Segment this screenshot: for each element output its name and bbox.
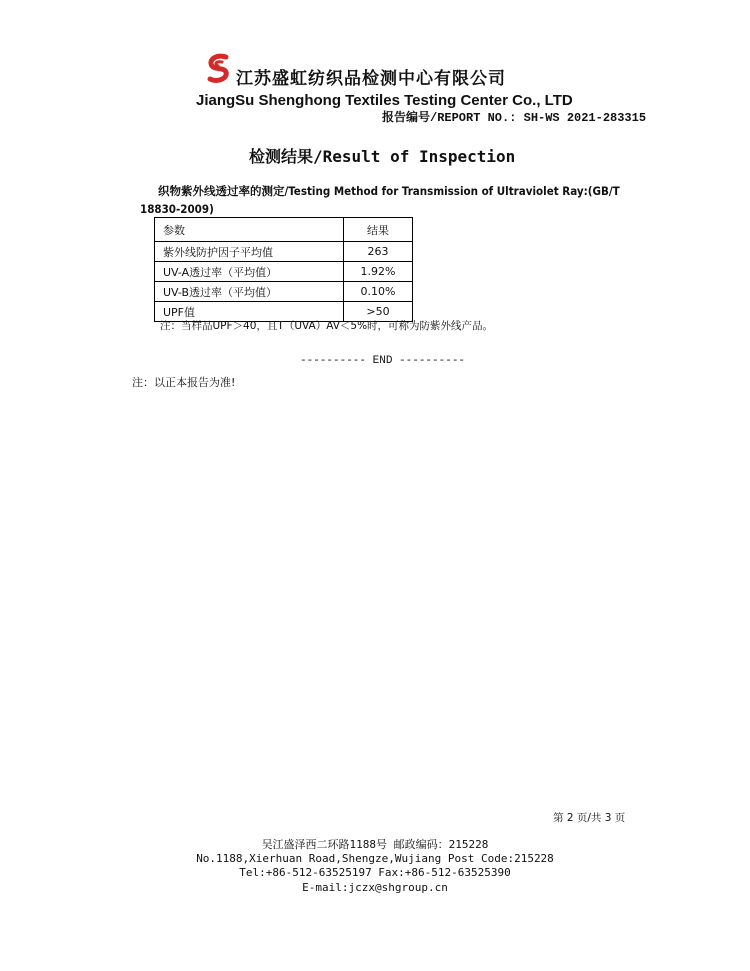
header-param: 参数 [155,218,344,242]
results-table [154,217,413,322]
footer-tel-fax: Tel:+86-512-63525197 Fax:+86-512-63525390 [239,866,511,879]
test-method-line1: 织物紫外线透过率的测定/Testing Method for Transmission of Ultraviolet Ray:(GB/T [158,184,620,198]
result-cell: 0.10% [344,282,413,302]
footer-email: E-mail:jczx@shgroup.cn [302,881,448,894]
original-report-note: 注：以正本报告为准! [132,376,236,389]
param-cell: UV-B透过率（平均值） [155,282,344,302]
company-logo-icon [202,52,236,86]
table-row [155,262,413,282]
test-method [140,182,628,218]
end-marker: ---------- END ---------- [300,355,466,367]
company-name-en: JiangSu Shenghong Textiles Testing Center Co., LTD [196,92,573,109]
footer-address-en: No.1188,Xierhuan Road,Shengze,Wujiang Post Code:215228 [196,852,554,865]
footer-address-cn: 吴江盛泽西二环路1188号 邮政编码：215228 [261,838,489,851]
result-cell: >50 [344,302,413,322]
param-cell: UPF值 [155,302,344,322]
param-cell: UV-A透过率（平均值） [155,262,344,282]
page-title: 检测结果/Result of Inspection [249,147,516,166]
header-result: 结果 [344,218,413,242]
table-note: 注：当样品UPF＞40，且T（UVA）AV＜5%时，可称为防紫外线产品。 [160,320,494,332]
result-cell: 263 [344,242,413,262]
table-row [155,282,413,302]
company-name-cn: 江苏盛虹纺织品检测中心有限公司 [236,69,506,89]
test-method-line2: 18830-2009) [140,202,214,216]
report-number: 报告编号/REPORT NO.: SH-WS 2021-283315 [382,111,647,125]
result-cell: 1.92% [344,262,413,282]
page-number: 第 2 页/共 3 页 [553,812,626,824]
table-header-row [155,218,413,242]
table-row [155,242,413,262]
param-cell: 紫外线防护因子平均值 [155,242,344,262]
